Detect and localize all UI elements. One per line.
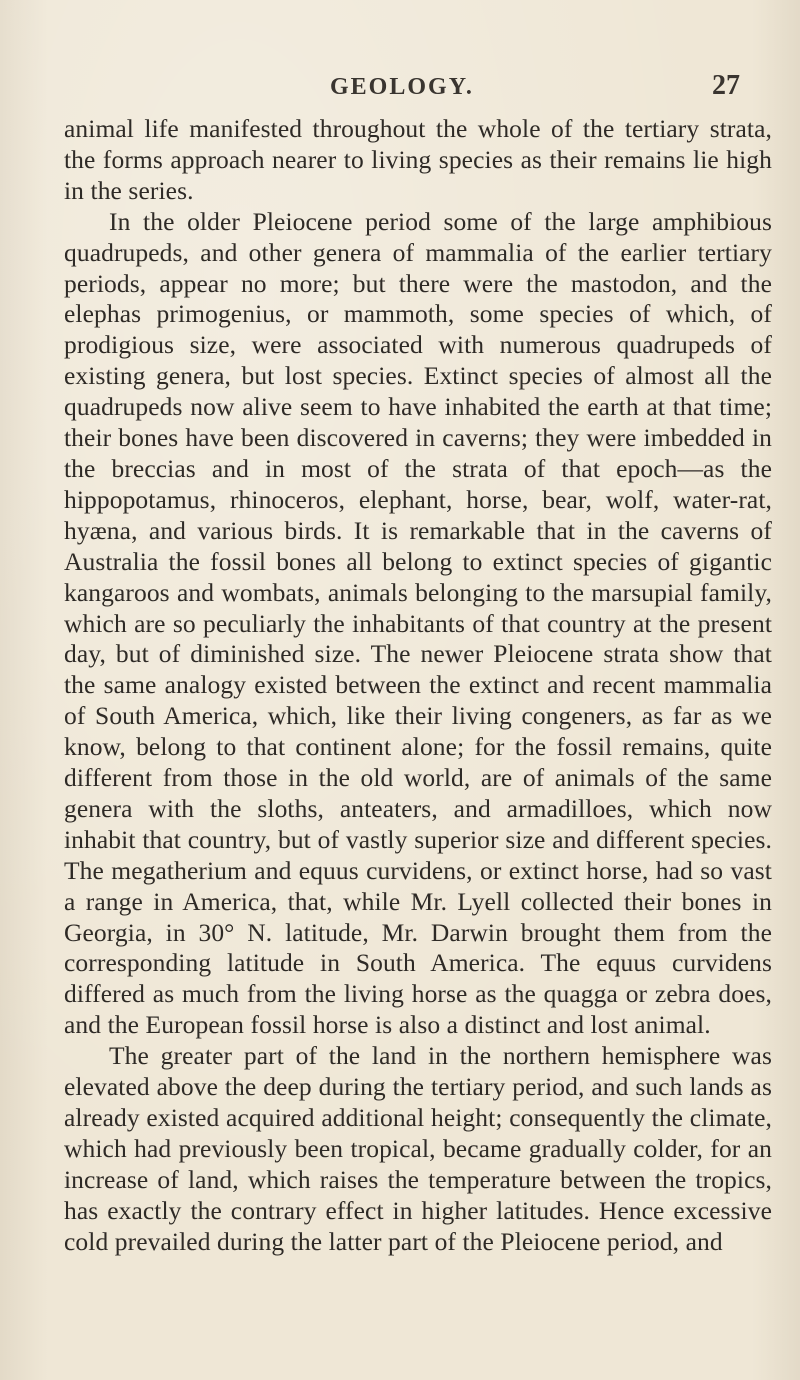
paragraph-continued: animal life manifested throughout the whole of the tertiary strata, the forms approach nearer to living species as their remains lie high in the series. xyxy=(64,114,772,205)
page-header xyxy=(0,70,800,114)
paragraph-pleiocene: In the older Pleiocene period some of the large amphibious quadrupeds, and other genera of mammalia of the earlier tertiary periods, appear no more; but there were the mastodon, and the elephas primogenius, or mammoth, some species of which, of prodigious size, were associated with numerous quadrupeds of existing genera, but lost species. Extinct species of almost all the quadrupeds now alive seem to have inhabited the earth at that time; their bones have been discovered in caverns; they were imbedded in the breccias and in most of the strata of that epoch—as the hippopotamus, rhinoceros, elephant, horse, bear, wolf, water-rat, hyæna, and various birds. It is remarkable that in the caverns of Australia the fossil bones all belong to extinct species of gigantic kangaroos and wombats, animals belonging to the marsupial family, which are so peculiarly the inhabitants of that country at the present day, but of diminished size. The newer Pleiocene strata show that the same analogy existed between the extinct and recent mammalia of South America, which, like their living congeners, as far as we know, belong to that continent alone; for the fossil remains, quite different from those in the old world, are of animals of the same genera with the sloths, anteaters, and armadilloes, which now inhabit that country, but of vastly superior size and different species. The megatherium and equus curvidens, or extinct horse, had so vast a range in America, that, while Mr. Lyell collected their bones in Georgia, in 30° N. latitude, Mr. Darwin brought them from the corresponding latitude in South America. The equus curvidens differed as much from the living horse as the quagga or zebra does, and the European fossil horse is also a distinct and lost animal. xyxy=(64,206,772,1040)
paragraph-climate: The greater part of the land in the northern hemisphere was elevated above the deep during the tertiary period, and such lands as already existed acquired additional height; consequently the climate, which had previously been tropical, became gradually colder, for an increase of land, which raises the temperature between the tropics, has exactly the contrary effect in higher latitudes. Hence excessive cold prevailed during the latter part of the Pleiocene period, and xyxy=(64,1041,772,1256)
page-number: 27 xyxy=(712,70,740,101)
body-text xyxy=(64,114,772,1258)
running-head: GEOLOGY. xyxy=(330,74,474,100)
